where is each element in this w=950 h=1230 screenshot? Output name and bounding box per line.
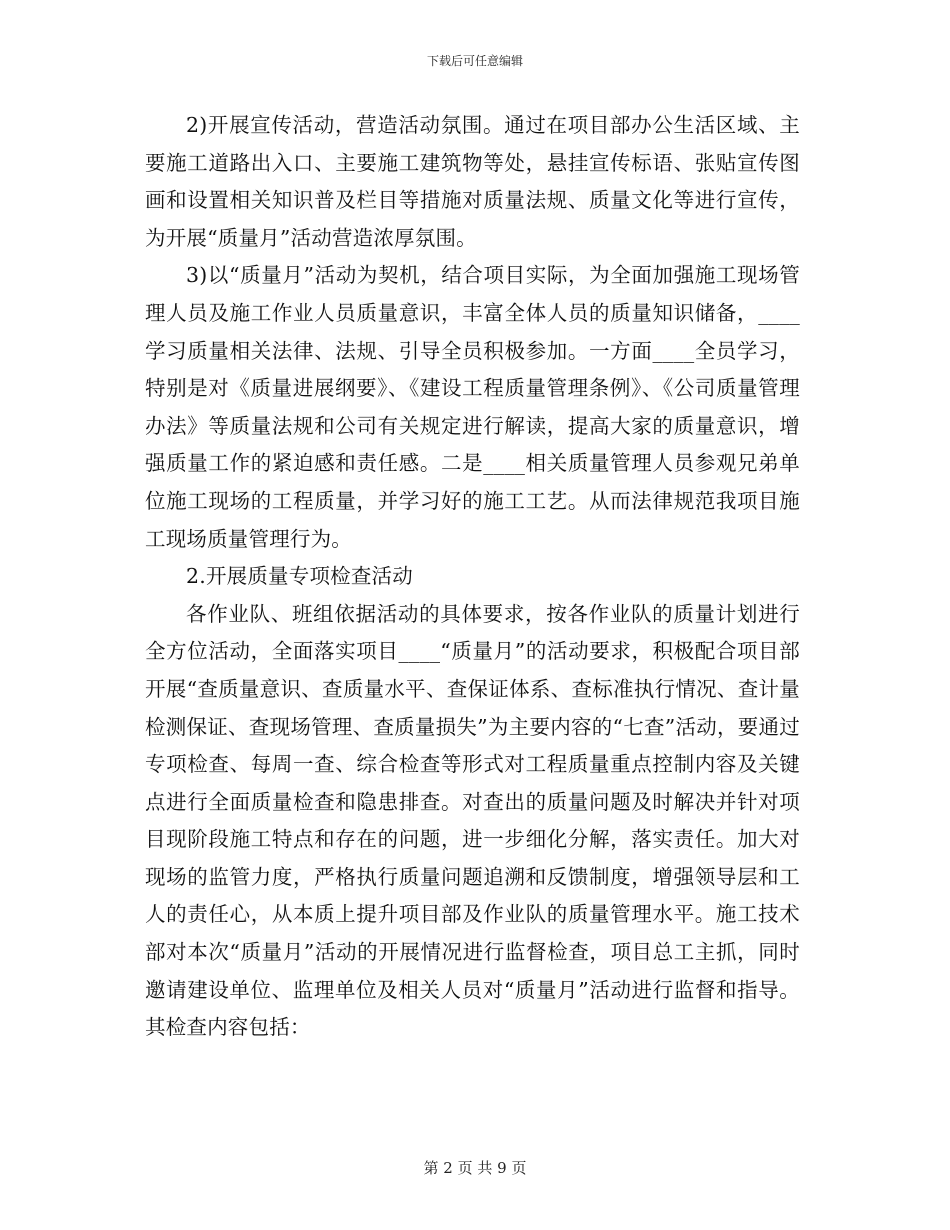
- page-header: 下载后可任意编辑: [426, 54, 523, 68]
- document-body: [145, 107, 800, 1047]
- paragraph-quality-month-study: 3)以“质量月”活动为契机，结合项目实际，为全面加强施工现场管理人员及施工作业人员质量意识，丰富全体人员的质量知识储备，____学习质量相关法律、法规、引导全员积极参加。一方面____全员学习，特别是对《质量进展纲要》、《建设工程质量管理条例》、《公司质量管理办法》等质量法规和公司有关规定进行解读，提高大家的质量意识，增强质量工作的紧迫感和责任感。二是____相关质量管理人员参观兄弟单位施工现场的工程质量，并学习好的施工工艺。从而法律规范我项目施工现场质量管理行为。: [145, 263, 800, 551]
- page-number: 第 2 页 共 9 页: [423, 1159, 527, 1177]
- paragraph-publicity: 2)开展宣传活动，营造活动氛围。通过在项目部办公生活区域、主要施工道路出入口、主要施工建筑物等处，悬挂宣传标语、张贴宣传图画和设置相关知识普及栏目等措施对质量法规、质量文化等进行宣传，为开展“质量月”活动营造浓厚氛围。: [145, 113, 800, 250]
- section-heading-inspection: 2.开展质量专项检查活动: [186, 564, 413, 589]
- paragraph-inspection: 各作业队、班组依据活动的具体要求，按各作业队的质量计划进行全方位活动，全面落实项目____“质量月”的活动要求，积极配合项目部开展“查质量意识、查质量水平、查保证体系、查标准执行情况、查计量检测保证、查现场管理、查质量损失”为主要内容的“七查”活动，要通过专项检查、每周一查、综合检查等形式对工程质量重点控制内容及关键点进行全面质量检查和隐患排查。对查出的质量问题及时解决并针对项目现阶段施工特点和存在的问题，进一步细化分解，落实责任。加大对现场的监管力度，严格执行质量问题追溯和反馈制度，增强领导层和工人的责任心，从本质上提升项目部及作业队的质量管理水平。施工技术部对本次“质量月”活动的开展情况进行监督检查，项目总工主抓，同时邀请建设单位、监理单位及相关人员对“质量月”活动进行监督和指导。其检查内容包括：: [145, 601, 800, 1040]
